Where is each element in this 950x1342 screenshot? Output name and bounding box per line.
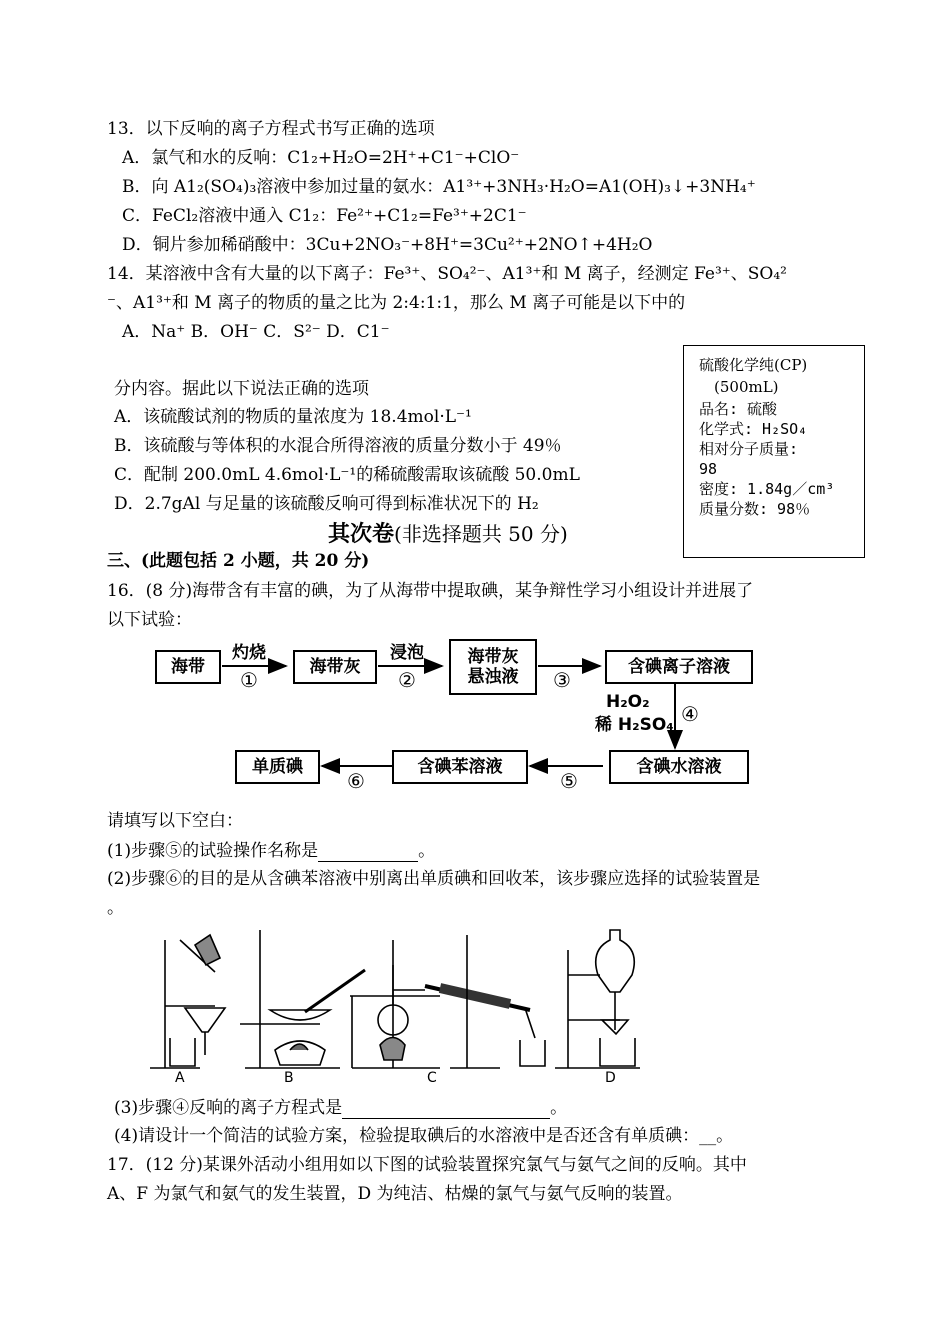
label-mass-fraction: 质量分数: 98％ (699, 500, 811, 518)
arrow4-reagent1: H₂O₂ (606, 692, 650, 712)
q16-sub4-end: 。 (716, 1126, 734, 1146)
arrow5-step: ⑤ (560, 769, 578, 793)
flow-box-iodine-water: 含碘水溶液 (609, 750, 749, 784)
flow-box-seaweed-ash: 海带灰 (293, 650, 377, 684)
q16-sub2-line1: (2)步骤⑥的目的是从含碘苯溶液中别离出单质碘和回收苯，该步骤应选择的试验装置是 (107, 869, 761, 889)
q17-line2: A、F 为氯气和氨气的发生装置，D 为纯洁、枯燥的氯气与氨气反响的装置。 (107, 1184, 683, 1204)
part2-title-main: 其次卷 (328, 521, 395, 547)
q16-sub4 (114, 1125, 733, 1147)
apparatus-label-a: A (175, 1070, 185, 1086)
arrow3-step: ③ (553, 668, 571, 692)
q17-line1: 17．(12 分)某课外活动小组用如以下图的试验装置探究氯气与氨气之间的反响。其中 (107, 1155, 747, 1175)
arrow1-label: 灼烧 (232, 643, 266, 663)
q13-option-b: B．向 A1₂(SO₄)₃溶液中参加过量的氨水：A1³⁺+3NH₃·H₂O=A1(OH)₃↓+3NH₄⁺ (122, 177, 756, 197)
apparatus-label-b: B (284, 1070, 294, 1086)
q13-option-a: A．氯气和水的反响：C1₂+H₂O=2H⁺+C1⁻+ClO⁻ (122, 148, 520, 168)
q13-stem: 13．以下反响的离子方程式书写正确的选项 (107, 119, 435, 139)
flow-box-suspension-line2: 悬浊液 (467, 667, 519, 687)
apparatus-label-d: D (605, 1070, 616, 1086)
apparatus-d-separatory-funnel (555, 930, 640, 1068)
q14-stem-line2: ⁻、A1³⁺和 M 离子的物质的量之比为 2:4:1:1，那么 M 离子可能是以下中的 (107, 293, 686, 313)
apparatus-a-filtration (150, 935, 225, 1068)
flow-box-iodine-benzene: 含碘苯溶液 (392, 750, 528, 784)
label-volume: (500mL) (714, 378, 779, 396)
q16-sub1-text: (1)步骤⑤的试验操作名称是 (107, 841, 319, 861)
q16-sub3 (114, 1096, 567, 1119)
apparatus-label-c: C (427, 1070, 437, 1086)
q13-option-d: D．铜片参加稀硝酸中：3Cu+2NO₃⁻+8H⁺=3Cu²⁺+2NO↑+4H₂O (122, 235, 653, 255)
q15-option-d: D．2.7gAl 与足量的该硫酸反响可得到标准状况下的 H₂ (114, 494, 539, 514)
arrow4-step: ④ (681, 702, 699, 726)
q16-sub1-end: 。 (418, 841, 436, 861)
label-title: 硫酸化学纯(CP) (699, 356, 808, 374)
q16-sub2-line2: 。 (107, 898, 124, 918)
q15-stem: 分内容。据此以下说法正确的选项 (114, 379, 369, 399)
q16-sub3-end: 。 (550, 1098, 568, 1118)
part2-title-suffix: (非选择题共 50 分) (394, 522, 568, 546)
label-name: 品名: 硫酸 (699, 400, 778, 418)
q16-sub1 (107, 839, 435, 862)
apparatus-b-evaporation (240, 930, 365, 1068)
flow-box-suspension-line1: 海带灰 (467, 647, 519, 667)
label-mw: 相对分子质量: (699, 440, 799, 458)
apparatus-figure (140, 920, 680, 1080)
fill-intro: 请填写以下空白： (107, 811, 243, 831)
arrow2-label: 浸泡 (390, 643, 424, 663)
q16-stem-line2: 以下试验： (107, 610, 192, 630)
q15-option-a: A．该硫酸试剂的物质的量浓度为 18.4mol·L⁻¹ (114, 407, 472, 427)
q16-sub4-text: (4)请设计一个简洁的试验方案，检验提取碘后的水溶液中是否还含有单质碘： (114, 1126, 700, 1146)
q16-stem-line1: 16．(8 分)海带含有丰富的碘，为了从海带中提取碘，某争辩性学习小组设计并进展了 (107, 581, 754, 601)
apparatus-c-distillation (350, 935, 545, 1068)
q15-option-b: B．该硫酸与等体积的水混合所得溶液的质量分数小于 49％ (114, 436, 562, 456)
arrow4-reagent2: 稀 H₂SO₄ (595, 715, 674, 735)
section3-heading: 三、(此题包括 2 小题，共 20 分) (107, 551, 370, 571)
flow-box-iodine: 单质碘 (235, 750, 320, 784)
arrow2-step: ② (398, 668, 416, 692)
answer-blank-4[interactable]: __ (699, 1126, 717, 1146)
flow-box-iodide-solution: 含碘离子溶液 (605, 650, 753, 684)
q16-sub3-text: (3)步骤④反响的离子方程式是 (114, 1098, 343, 1118)
label-density: 密度: 1.84g／cm³ (699, 480, 835, 498)
q14-options: A．Na⁺ B．OH⁻ C．S²⁻ D．C1⁻ (122, 322, 390, 342)
label-mw-value: 98 (699, 460, 718, 478)
q15-option-c: C．配制 200.0mL 4.6mol·L⁻¹的稀硫酸需取该硫酸 50.0mL (114, 465, 580, 485)
answer-blank-3[interactable] (342, 1096, 550, 1119)
flow-box-seaweed: 海带 (155, 650, 221, 684)
q13-option-c: C．FeCl₂溶液中通入 C1₂：Fe²⁺+C1₂=Fe³⁺+2C1⁻ (122, 206, 527, 226)
arrow1-step: ① (240, 668, 258, 692)
q14-stem-line1: 14．某溶液中含有大量的以下离子：Fe³⁺、SO₄²⁻、A1³⁺和 M 离子，经测定 Fe³⁺、SO₄² (107, 264, 787, 284)
label-formula: 化学式: H₂SO₄ (699, 420, 808, 438)
arrow6-step: ⑥ (347, 769, 365, 793)
answer-blank-1[interactable] (318, 839, 418, 862)
flow-box-suspension (449, 639, 537, 695)
